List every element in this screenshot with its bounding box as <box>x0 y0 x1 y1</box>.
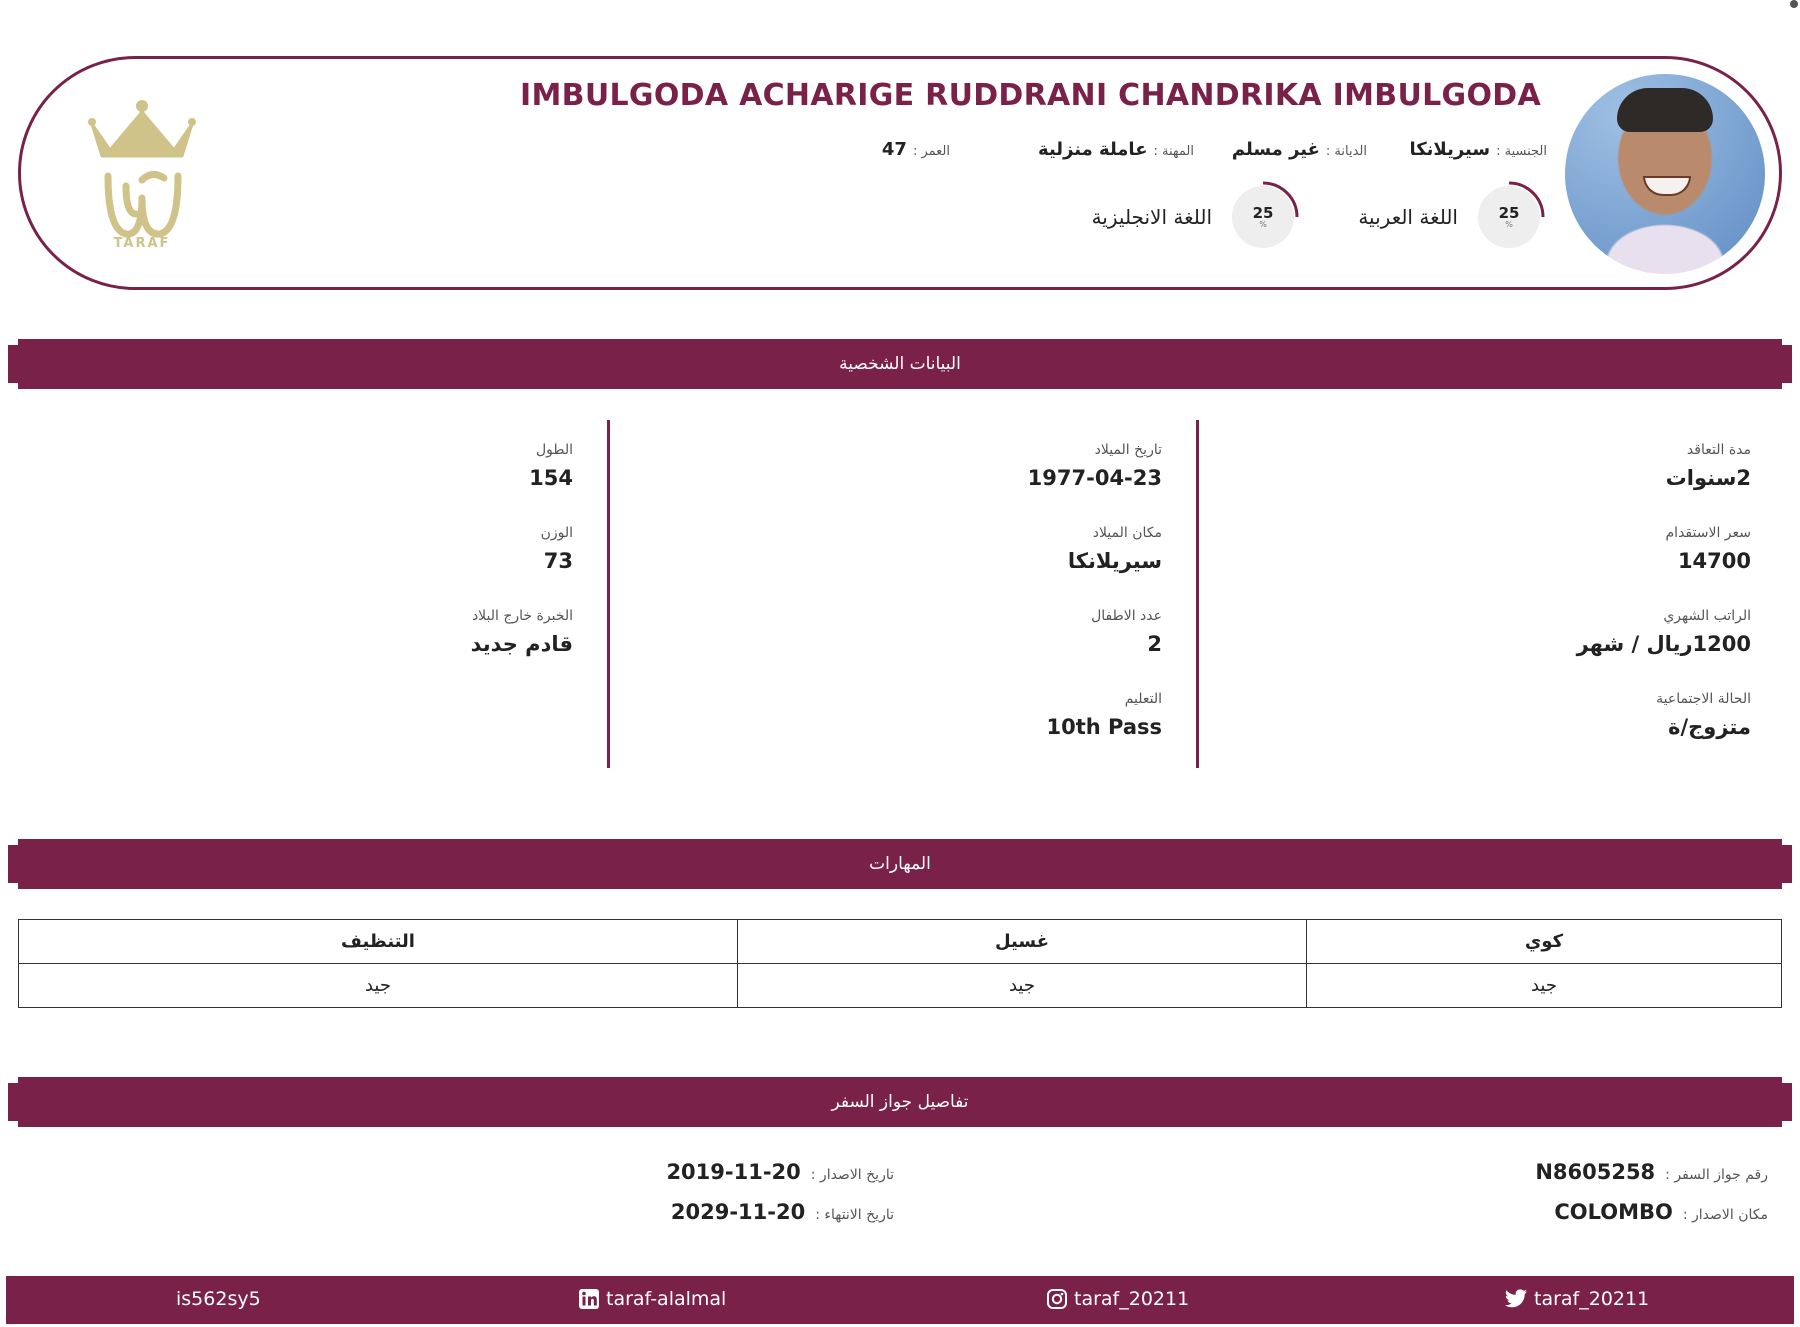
skill-level-cleaning: جيد <box>19 964 738 1008</box>
instagram-handle: taraf_20211 <box>1074 1288 1190 1310</box>
linkedin-icon <box>578 1288 600 1310</box>
monthly-salary-field <box>1391 608 1751 656</box>
nationality-value: سيريلانكا <box>1409 139 1491 160</box>
passport-place-value: COLOMBO <box>1554 1200 1673 1224</box>
arabic-level-unit: % <box>1505 219 1513 229</box>
birth-place-value: سيريلانكا <box>1067 549 1162 573</box>
birth-date-value: 1977-04-23 <box>1027 466 1162 490</box>
footer-bar <box>6 1276 1794 1324</box>
passport-expiry-row <box>671 1200 894 1224</box>
recruitment-price-label: سعر الاستقدام <box>1665 525 1751 541</box>
passport-place-row <box>1554 1200 1768 1224</box>
language-english <box>1092 186 1294 248</box>
weight-value: 73 <box>543 549 573 573</box>
experience-abroad-label: الخبرة خارج البلاد <box>471 608 573 624</box>
taraf-logo <box>82 94 202 254</box>
twitter-link[interactable] <box>1504 1288 1649 1310</box>
arabic-level-gauge <box>1478 186 1540 248</box>
instagram-link[interactable] <box>1046 1288 1189 1310</box>
education-label: التعليم <box>1124 691 1162 707</box>
skill-level-ironing: جيد <box>1307 964 1782 1008</box>
skills-table <box>18 919 1782 1008</box>
column-divider-left <box>607 420 610 768</box>
worker-name: IMBULGODA ACHARIGE RUDDRANI CHANDRIKA IMBULGODA <box>520 78 1541 113</box>
birth-place-label: مكان الميلاد <box>1092 525 1162 541</box>
english-level-gauge <box>1232 186 1294 248</box>
children-count-label: عدد الاطفال <box>1091 608 1162 624</box>
skill-name-cleaning: التنظيف <box>19 920 738 964</box>
recruitment-price-field <box>1391 525 1751 573</box>
english-level-unit: % <box>1259 219 1267 229</box>
passport-number-value: N8605258 <box>1535 1160 1656 1184</box>
worker-code <box>176 1288 261 1310</box>
language-arabic <box>1358 186 1540 248</box>
contract-duration-label: مدة التعاقد <box>1686 442 1751 458</box>
passport-number-row <box>1535 1160 1768 1184</box>
twitter-icon <box>1504 1288 1528 1310</box>
weight-field <box>213 525 573 573</box>
birth-date-label: تاريخ الميلاد <box>1094 442 1162 458</box>
weight-label: الوزن <box>540 525 573 541</box>
corner-dot <box>1790 0 1798 8</box>
arabic-language-label: اللغة العربية <box>1358 205 1458 229</box>
instagram-icon <box>1046 1288 1068 1310</box>
worker-code-value: is562sy5 <box>176 1288 261 1310</box>
arabic-level-value: 25 <box>1498 203 1520 222</box>
logo-text: TARAF <box>113 236 171 251</box>
skills-levels-row <box>19 964 1782 1008</box>
english-level-value: 25 <box>1252 203 1274 222</box>
children-count-field <box>802 608 1162 656</box>
column-divider-right <box>1196 420 1199 768</box>
passport-place-label: مكان الاصدار : <box>1682 1207 1768 1223</box>
personal-data-header: البيانات الشخصية <box>18 339 1782 389</box>
education-field <box>802 691 1162 739</box>
experience-abroad-field <box>213 608 573 656</box>
skill-name-ironing: كوي <box>1307 920 1782 964</box>
religion-label: الديانة : <box>1325 144 1367 159</box>
religion-info <box>1232 139 1367 160</box>
skill-level-washing: جيد <box>738 964 1307 1008</box>
passport-issue-label: تاريخ الاصدار : <box>810 1167 894 1183</box>
height-label: الطول <box>535 442 573 458</box>
nationality-label: الجنسية : <box>1496 144 1547 159</box>
religion-value: غير مسلم <box>1231 139 1320 160</box>
birth-place-field <box>802 525 1162 573</box>
height-value: 154 <box>529 466 573 490</box>
crown-icon <box>82 94 202 254</box>
skills-header: المهارات <box>18 839 1782 889</box>
passport-issue-value: 2019-11-20 <box>666 1160 801 1184</box>
passport-header: تفاصيل جواز السفر <box>18 1077 1782 1127</box>
linkedin-link[interactable] <box>578 1288 726 1310</box>
age-label: العمر : <box>912 144 950 159</box>
age-value: 47 <box>881 139 907 160</box>
passport-expiry-value: 2029-11-20 <box>670 1200 806 1224</box>
marital-status-field <box>1391 691 1751 739</box>
passport-number-label: رقم جواز السفر : <box>1665 1167 1768 1183</box>
passport-issue-row <box>666 1160 894 1184</box>
twitter-handle: taraf_20211 <box>1534 1288 1650 1310</box>
profession-info <box>1038 139 1194 160</box>
monthly-salary-value: 1200ريال / شهر <box>1576 632 1751 656</box>
english-language-label: اللغة الانجليزية <box>1091 205 1212 229</box>
birth-date-field <box>802 442 1162 490</box>
passport-expiry-label: تاريخ الانتهاء : <box>815 1207 894 1223</box>
monthly-salary-label: الراتب الشهري <box>1663 608 1751 624</box>
education-value: 10th Pass <box>1046 715 1162 739</box>
contract-duration-value: 2سنوات <box>1665 466 1751 490</box>
age-info <box>882 139 950 160</box>
marital-status-value: متزوج/ة <box>1668 715 1751 739</box>
profession-label: المهنة : <box>1153 144 1194 159</box>
skills-names-row <box>19 920 1782 964</box>
contract-duration-field <box>1391 442 1751 490</box>
recruitment-price-value: 14700 <box>1677 549 1751 573</box>
marital-status-label: الحالة الاجتماعية <box>1656 691 1751 707</box>
profession-value: عاملة منزلية <box>1038 139 1148 160</box>
skill-name-washing: غسيل <box>738 920 1307 964</box>
experience-abroad-value: قادم جديد <box>470 632 573 656</box>
avatar <box>1565 74 1765 274</box>
linkedin-handle: taraf-alalmal <box>606 1288 727 1310</box>
children-count-value: 2 <box>1147 632 1162 656</box>
height-field <box>213 442 573 490</box>
nationality-info <box>1409 139 1547 160</box>
